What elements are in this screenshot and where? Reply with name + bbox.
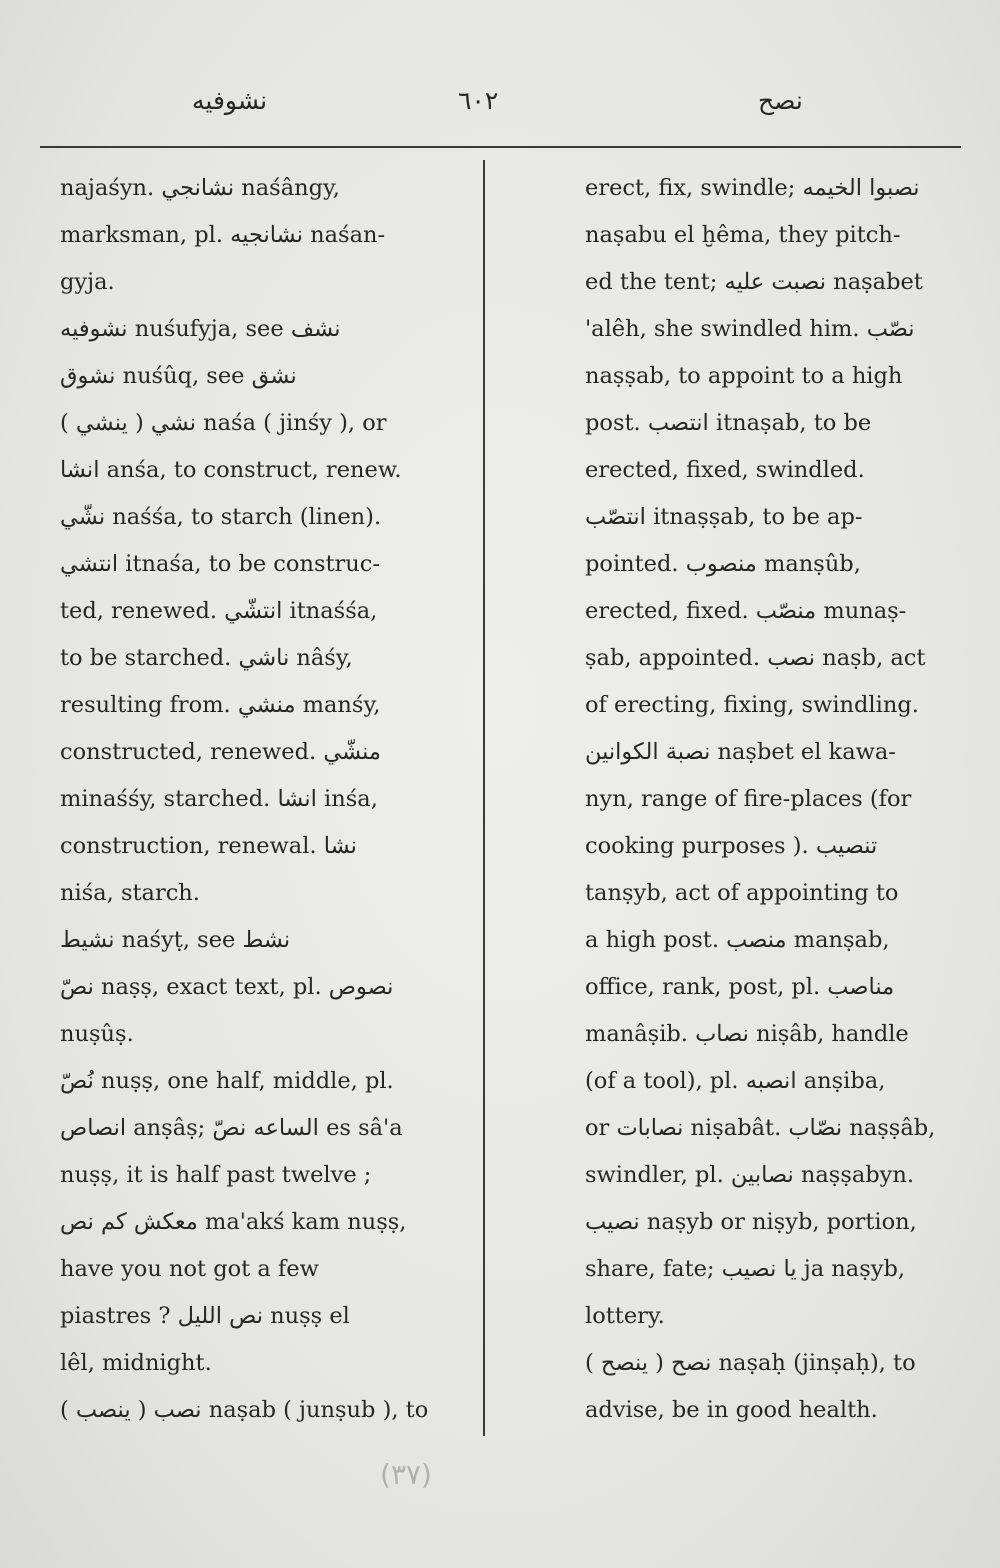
text-line: naṣṣab, to appoint to a high [585,363,903,389]
text-line: to be starched. ناشي nâśy, [60,645,353,671]
text-line: انتشي itnaśa, to be construc- [60,551,380,577]
text-line: advise, be in good health. [585,1397,878,1423]
text-line: share, fate; يا نصيب ja naṣyb, [585,1256,906,1282]
text-line: constructed, renewed. منشّي [60,739,381,765]
text-line: نشّي naśśa, to starch (linen). [60,504,382,530]
text-line: piastres ? نص الليل nuṣṣ el [60,1303,350,1329]
text-line: نُصّ nuṣṣ, one half, middle, pl. [60,1068,394,1094]
page-header [40,86,960,130]
left-column [60,165,480,1434]
text-line: نشيط naśyṭ, see نشط [60,927,291,953]
text-line: nyn, range of fire-places (for [585,786,912,812]
text-line: نصب ( ينصب ) naṣab ( junṣub ), to [60,1397,429,1423]
text-line: معكش كم نص ma'akś kam nuṣṣ, [60,1209,407,1235]
text-line: tanṣyb, act of appointing to [585,880,899,906]
text-line: niśa, starch. [60,880,200,906]
text-line: a high post. منصب manṣab, [585,927,890,953]
text-line: gyja. [60,269,115,295]
text-line: erected, fixed, swindled. [585,457,865,483]
text-line: lottery. [585,1303,665,1329]
column-divider [483,160,485,1436]
text-line: نصيب naṣyb or niṣyb, portion, [585,1209,917,1235]
text-line: of erecting, fixing, swindling. [585,692,919,718]
text-line: swindler, pl. نصابين naṣṣabyn. [585,1162,915,1188]
text-line: marksman, pl. نشانجيه naśan- [60,222,386,248]
text-line: or نصابات niṣabât. نصّاب naṣṣâb, [585,1115,935,1141]
text-line: nuṣṣ, it is half past twelve ; [60,1162,372,1188]
header-right-guide-word: نصح [758,86,803,115]
text-line: najaśyn. نشانجي naśângy, [60,175,340,201]
text-line: lêl, midnight. [60,1350,212,1376]
right-column [585,165,935,1434]
text-line: 'alêh, she swindled him. نصّب [585,316,915,342]
text-line: انشا anśa, to construct, renew. [60,457,402,483]
text-line: انصاص anṣâṣ; الساعه نصّ es sâ'a [60,1115,403,1141]
text-line: ṣab, appointed. نصب naṣb, act [585,645,926,671]
text-line: have you not got a few [60,1256,319,1282]
text-line: manâṣib. نصاب niṣâb, handle [585,1021,909,1047]
faint-bleed-through-mark: (٣٧) [380,1458,432,1491]
text-line: نشوق nuśûq, see نشق [60,363,297,389]
text-line: erect, fix, swindle; نصبوا الخيمه [585,175,920,201]
header-rule [40,146,961,148]
text-line: نصبة الكوانين naṣbet el kawa- [585,739,896,765]
text-line: construction, renewal. نشا [60,833,357,859]
text-line: نشوفيه nuśufyja, see نشف [60,316,341,342]
text-line: cooking purposes ). تنصيب [585,833,878,859]
text-line: ed the tent; نصبت عليه naṣabet [585,269,923,295]
page-number: ٦٠٢ [458,86,499,115]
text-line: naṣabu el ḫêma, they pitch- [585,222,901,248]
text-line: (of a tool), pl. انصبه anṣiba, [585,1068,886,1094]
text-line: office, rank, post, pl. مناصب [585,974,895,1000]
text-line: resulting from. منشي manśy, [60,692,381,718]
text-line: nuṣûṣ. [60,1021,134,1047]
text-line: نصح ( ينصح ) naṣaḥ (jinṣaḥ), to [585,1350,916,1376]
text-line: pointed. منصوب manṣûb, [585,551,861,577]
text-line: post. انتصب itnaṣab, to be [585,410,872,436]
text-line: نشي ( ينشي ) naśa ( jinśy ), or [60,410,387,436]
text-line: ted, renewed. انتشّي itnaśśa, [60,598,378,624]
text-line: erected, fixed. منصّب munaṣ- [585,598,907,624]
text-line: انتصّب itnaṣṣab, to be ap- [585,504,863,530]
header-left-guide-word: نشوفيه [192,86,268,115]
text-line: نصّ naṣṣ, exact text, pl. نصوص [60,974,394,1000]
text-line: minaśśy, starched. انشا inśa, [60,786,378,812]
